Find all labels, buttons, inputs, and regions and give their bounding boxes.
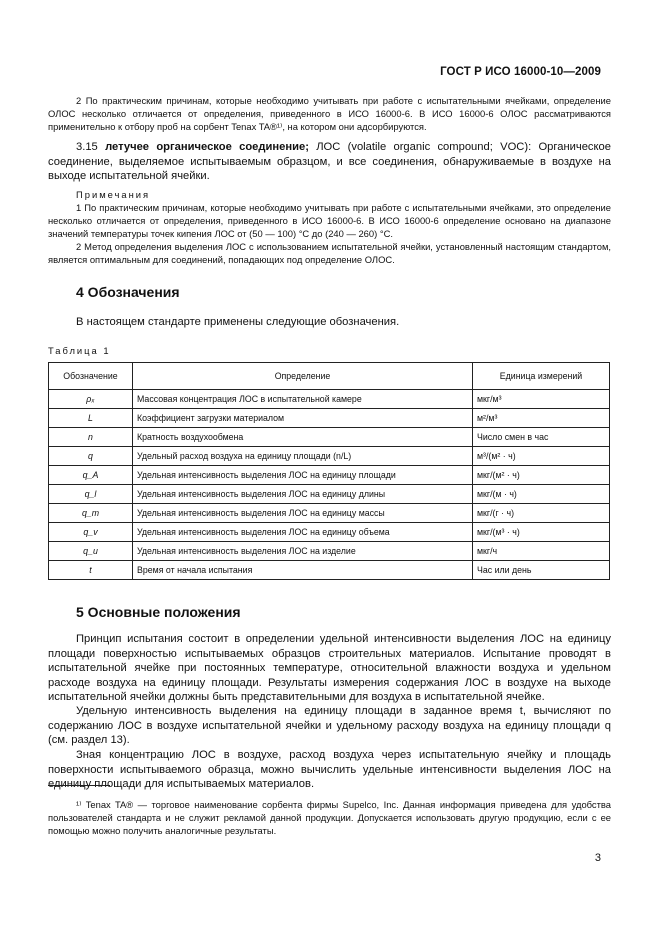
table-row [49, 409, 610, 428]
table-header-row [49, 363, 610, 390]
definition-cell: Удельная интенсивность выделения ЛОС на единицу длины [133, 485, 473, 504]
definition-cell: Удельная интенсивность выделения ЛОС на единицу площади [133, 466, 473, 485]
column-header: Единица измерений [473, 363, 610, 390]
term-name: летучее органическое соединение; [105, 141, 309, 153]
unit-cell: м²/м³ [473, 409, 610, 428]
section-5-paragraph: Принцип испытания состоит в определении удельной интенсивности выделения ЛОС на единицу площади поверхностью испытываемых образцов строительных материалов. Испытание проводят в испытательной ячейке при постоянных температуре, относительной влажности воздуха и удельном расходе воздуха на единицу площади. Результаты измерения содержания ЛОС в воздухе на выходе испытательной ячейки должны быть представительными для воздуха в испытательной ячейке. [48, 633, 611, 704]
footnote: ¹⁾ Tenax TA® — торговое наименование сорбента фирмы Supelco, Inc. Данная информация приведена для удобства пользователей стандарта и не служит рекламой данной продукции. Допускается использовать другую продукцию, если с ее помощью можно получить аналогичные результаты. [48, 799, 611, 836]
table-row [49, 428, 610, 447]
table-row [49, 390, 610, 409]
term-number: 3.15 [76, 141, 98, 153]
unit-cell: Число смен в час [473, 428, 610, 447]
section-4-intro: В настоящем стандарте применены следующие обозначения. [76, 316, 400, 328]
notes-label: Примечания [76, 189, 151, 200]
table-row [49, 523, 610, 542]
definition-cell: Коэффициент загрузки материалом [133, 409, 473, 428]
unit-cell: м³/(м² · ч) [473, 447, 610, 466]
column-header: Определение [133, 363, 473, 390]
unit-cell: Час или день [473, 561, 610, 580]
unit-cell: мкг/ч [473, 542, 610, 561]
table-row [49, 561, 610, 580]
symbol-cell: n [49, 428, 133, 447]
symbol-cell: t [49, 561, 133, 580]
symbol-cell: q [49, 447, 133, 466]
term-definition: ЛОС (volatile organic compound; VOC): Органическое соединение, выделяемое испытываемым образцом, и все соединения, обнаруживаемые в воздухе на выходе испытательной ячейки. [48, 141, 611, 183]
symbol-cell: q_A [49, 466, 133, 485]
definition-cell: Кратность воздухообмена [133, 428, 473, 447]
symbol-cell: L [49, 409, 133, 428]
symbol-cell: q_u [49, 542, 133, 561]
table-row [49, 504, 610, 523]
table-row [49, 542, 610, 561]
unit-cell: мкг/(м² · ч) [473, 466, 610, 485]
note-1: 1 По практическим причинам, которые необходимо учитывать при работе с испытательными ячейками, это определение несколько отличается от определения, приведенного в ИСО 16000-6. В ИСО 16000-6 определение основано на диапазоне значений температуры точек кипения ЛОС от (50 — 100) °С до (240 — 260) °С. [48, 202, 611, 239]
section-5-paragraph: Удельную интенсивность выделения на единицу площади в заданное время t, вычисляют по содержанию ЛОС в воздухе испытательной ячейки и удельному расходу воздуха на единицу площади q (см. раздел 13). [48, 705, 611, 747]
note-2: 2 Метод определения выделения ЛОС с использованием испытательной ячейки, установленный настоящим стандартом, является оптимальным для соединений, попадающих под определение ОЛОС. [48, 241, 611, 265]
symbol-cell: q_v [49, 523, 133, 542]
definition-cell: Удельная интенсивность выделения ЛОС на изделие [133, 542, 473, 561]
definition-cell: Массовая концентрация ЛОС в испытательной камере [133, 390, 473, 409]
table-row [49, 485, 610, 504]
section-5-paragraph: Зная концентрацию ЛОС в воздухе, расход воздуха через испытательную ячейку и площадь поверхности испытываемого образца, можно вычислить удельные интенсивности выделения ЛОС на единицу площади для испытываемых материалов. [48, 749, 611, 791]
unit-cell: мкг/(г · ч) [473, 504, 610, 523]
definition-cell: Удельная интенсивность выделения ЛОС на единицу объема [133, 523, 473, 542]
note-2-olos: 2 По практическим причинам, которые необходимо учитывать при работе с испытательными ячейками, определение ОЛОС несколько отличается от определения, приведенного в ИСО 16000-6. В ИСО 16000-6 ОЛОС рассматриваются применительно к отбору проб на сорбент Tenax TA®¹⁾, на котором они адсорбируются. [48, 95, 611, 132]
unit-cell: мкг/(м³ · ч) [473, 523, 610, 542]
term-3-15 [48, 140, 611, 184]
unit-cell: мкг/м³ [473, 390, 610, 409]
unit-cell: мкг/(м · ч) [473, 485, 610, 504]
definition-cell: Удельный расход воздуха на единицу площади (n/L) [133, 447, 473, 466]
definition-cell: Удельная интенсивность выделения ЛОС на единицу массы [133, 504, 473, 523]
footnote-divider [48, 785, 110, 786]
section-4-title: 4 Обозначения [76, 284, 180, 300]
symbol-cell: q_l [49, 485, 133, 504]
symbol-cell: q_m [49, 504, 133, 523]
table-label: Таблица 1 [48, 345, 111, 356]
symbols-table [48, 362, 610, 580]
table-row [49, 466, 610, 485]
document-header: ГОСТ Р ИСО 16000-10—2009 [440, 66, 601, 78]
definition-cell: Время от начала испытания [133, 561, 473, 580]
symbol-cell: ρₓ [49, 390, 133, 409]
column-header: Обозначение [49, 363, 133, 390]
table-row [49, 447, 610, 466]
page-number: 3 [594, 852, 601, 864]
section-5-title: 5 Основные положения [76, 604, 241, 620]
